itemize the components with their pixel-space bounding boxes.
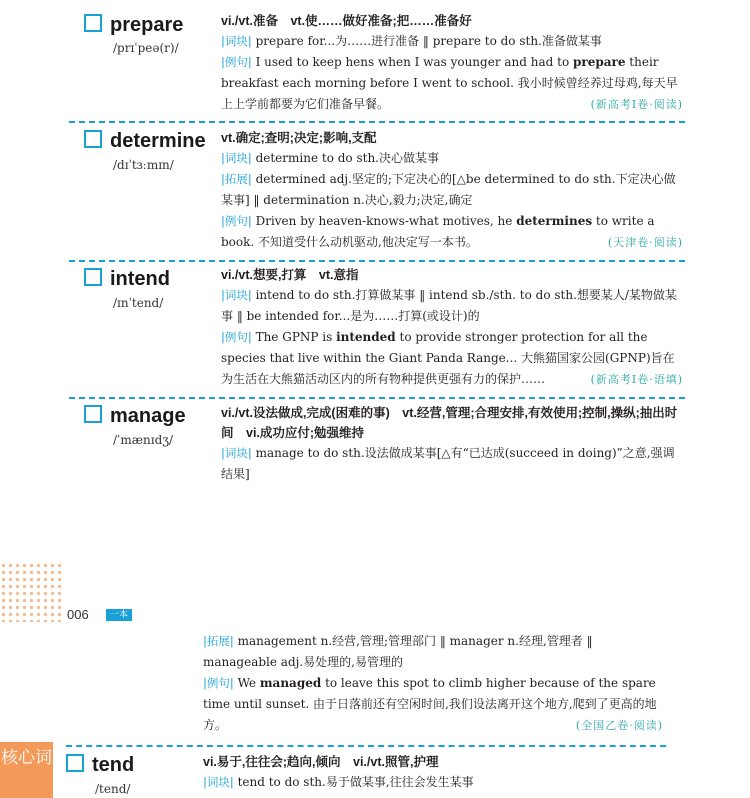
part-of-speech: vi.易于,往往会;趋向,倾向 vi./vt.照管,护理 (203, 755, 439, 769)
headword-tend: tend (66, 754, 134, 777)
chunk-line: |词块| prepare for...为……进行准备 ‖ prepare to do sth.准备做某事 (221, 34, 602, 48)
example-line: |例句| The GPNP is intended to provide stronger protection for all the species that live within the Giant Panda Range... 大熊猫国家公园(GPNP)旨在为生活在大熊猫活动区内的所有物种提供更强有力的保护…… (新高考Ⅰ卷·语填) (221, 327, 683, 390)
headword-determine: determine (84, 130, 206, 153)
checkbox-icon[interactable] (66, 754, 84, 772)
headword-manage: manage (84, 405, 186, 428)
source-label: (全国乙卷·阅读) (575, 719, 663, 732)
source-label: (新高考Ⅰ卷·语填) (590, 373, 683, 386)
example-line: |例句| We managed to leave this spot to climb higher because of the spare time until sunset. 由于日落前还有空闲时间,我们设法离开这个地方,爬到了更高的地方。 (全国乙卷·阅读) (203, 673, 663, 736)
entry-manage-continued (203, 631, 663, 736)
part-of-speech: vi./vt.设法做成,完成(困难的事) vt.经营,管理;合理安排,有效使用;控制,操纵;抽出时间 vi.成功应付;勉强维持 (221, 406, 678, 440)
source-label: (天津卷·阅读) (607, 236, 683, 249)
chunk-line: |词块| manage to do sth.设法做成某事[△有“已达成(succeed in doing)”之意,强调结果] (221, 446, 675, 481)
example-line: |例句| I used to keep hens when I was younger and had to prepare their breakfast each morning before I went to school. 我小时候曾经养过母鸡,每天早上上学前都要为它们准备早餐。 (新高考Ⅰ卷·阅读) (221, 52, 683, 115)
phonetic-determine: /dɪˈtɜːmɪn/ (113, 158, 174, 172)
extension-line: |拓展| determined adj.坚定的;下定决心的[△be determined to do sth.下定决心做某事] ‖ determination n.决心,毅力;决定,确定 (221, 172, 676, 207)
entry-intend (221, 265, 683, 390)
chunk-line: |词块| determine to do sth.决心做某事 (221, 151, 439, 165)
phonetic-tend: /tend/ (95, 782, 131, 796)
book-label: 一本 (106, 609, 132, 621)
checkbox-icon[interactable] (84, 14, 102, 32)
phonetic-prepare: /prɪˈpeə(r)/ (113, 41, 179, 55)
checkbox-icon[interactable] (84, 405, 102, 423)
checkbox-icon[interactable] (84, 130, 102, 148)
part-of-speech: vi./vt.想要,打算 vt.意指 (221, 268, 359, 282)
checkbox-icon[interactable] (84, 268, 102, 286)
phonetic-intend: /ɪnˈtend/ (113, 296, 164, 310)
source-label: (新高考Ⅰ卷·阅读) (590, 98, 683, 111)
phonetic-manage: /ˈmænɪdʒ/ (113, 433, 174, 447)
part-of-speech: vt.确定;查明;决定;影响,支配 (221, 131, 377, 145)
entry-tend (203, 752, 663, 793)
divider (69, 121, 685, 123)
decorative-dots (0, 562, 62, 622)
headword-intend: intend (84, 268, 170, 291)
page-number: 006 (67, 607, 89, 622)
entry-prepare (221, 11, 683, 115)
extension-line: |拓展| management n.经营,管理;管理部门 ‖ manager n.经理,管理者 ‖ manageable adj.易处理的,易管理的 (203, 634, 593, 669)
divider (66, 745, 666, 747)
headword-prepare: prepare (84, 14, 183, 37)
example-line: |例句| Driven by heaven-knows-what motives, he determines to write a book. 不知道受什么动机驱动,他决定写一本书。 (天津卷·阅读) (221, 211, 683, 253)
chunk-line: |词块| tend to do sth.易于做某事,往往会发生某事 (203, 775, 474, 789)
part-of-speech: vi./vt.准备 vt.使……做好准备;把……准备好 (221, 14, 472, 28)
side-tab-core-words[interactable]: 核心词 (0, 742, 53, 798)
entry-manage (221, 403, 683, 485)
chunk-line: |词块| intend to do sth.打算做某事 ‖ intend sb./sth. to do sth.想要某人/某物做某事 ‖ be intended for...是为……打算(或设计)的 (221, 288, 677, 323)
divider (69, 397, 685, 399)
entry-determine (221, 128, 683, 253)
divider (69, 260, 685, 262)
